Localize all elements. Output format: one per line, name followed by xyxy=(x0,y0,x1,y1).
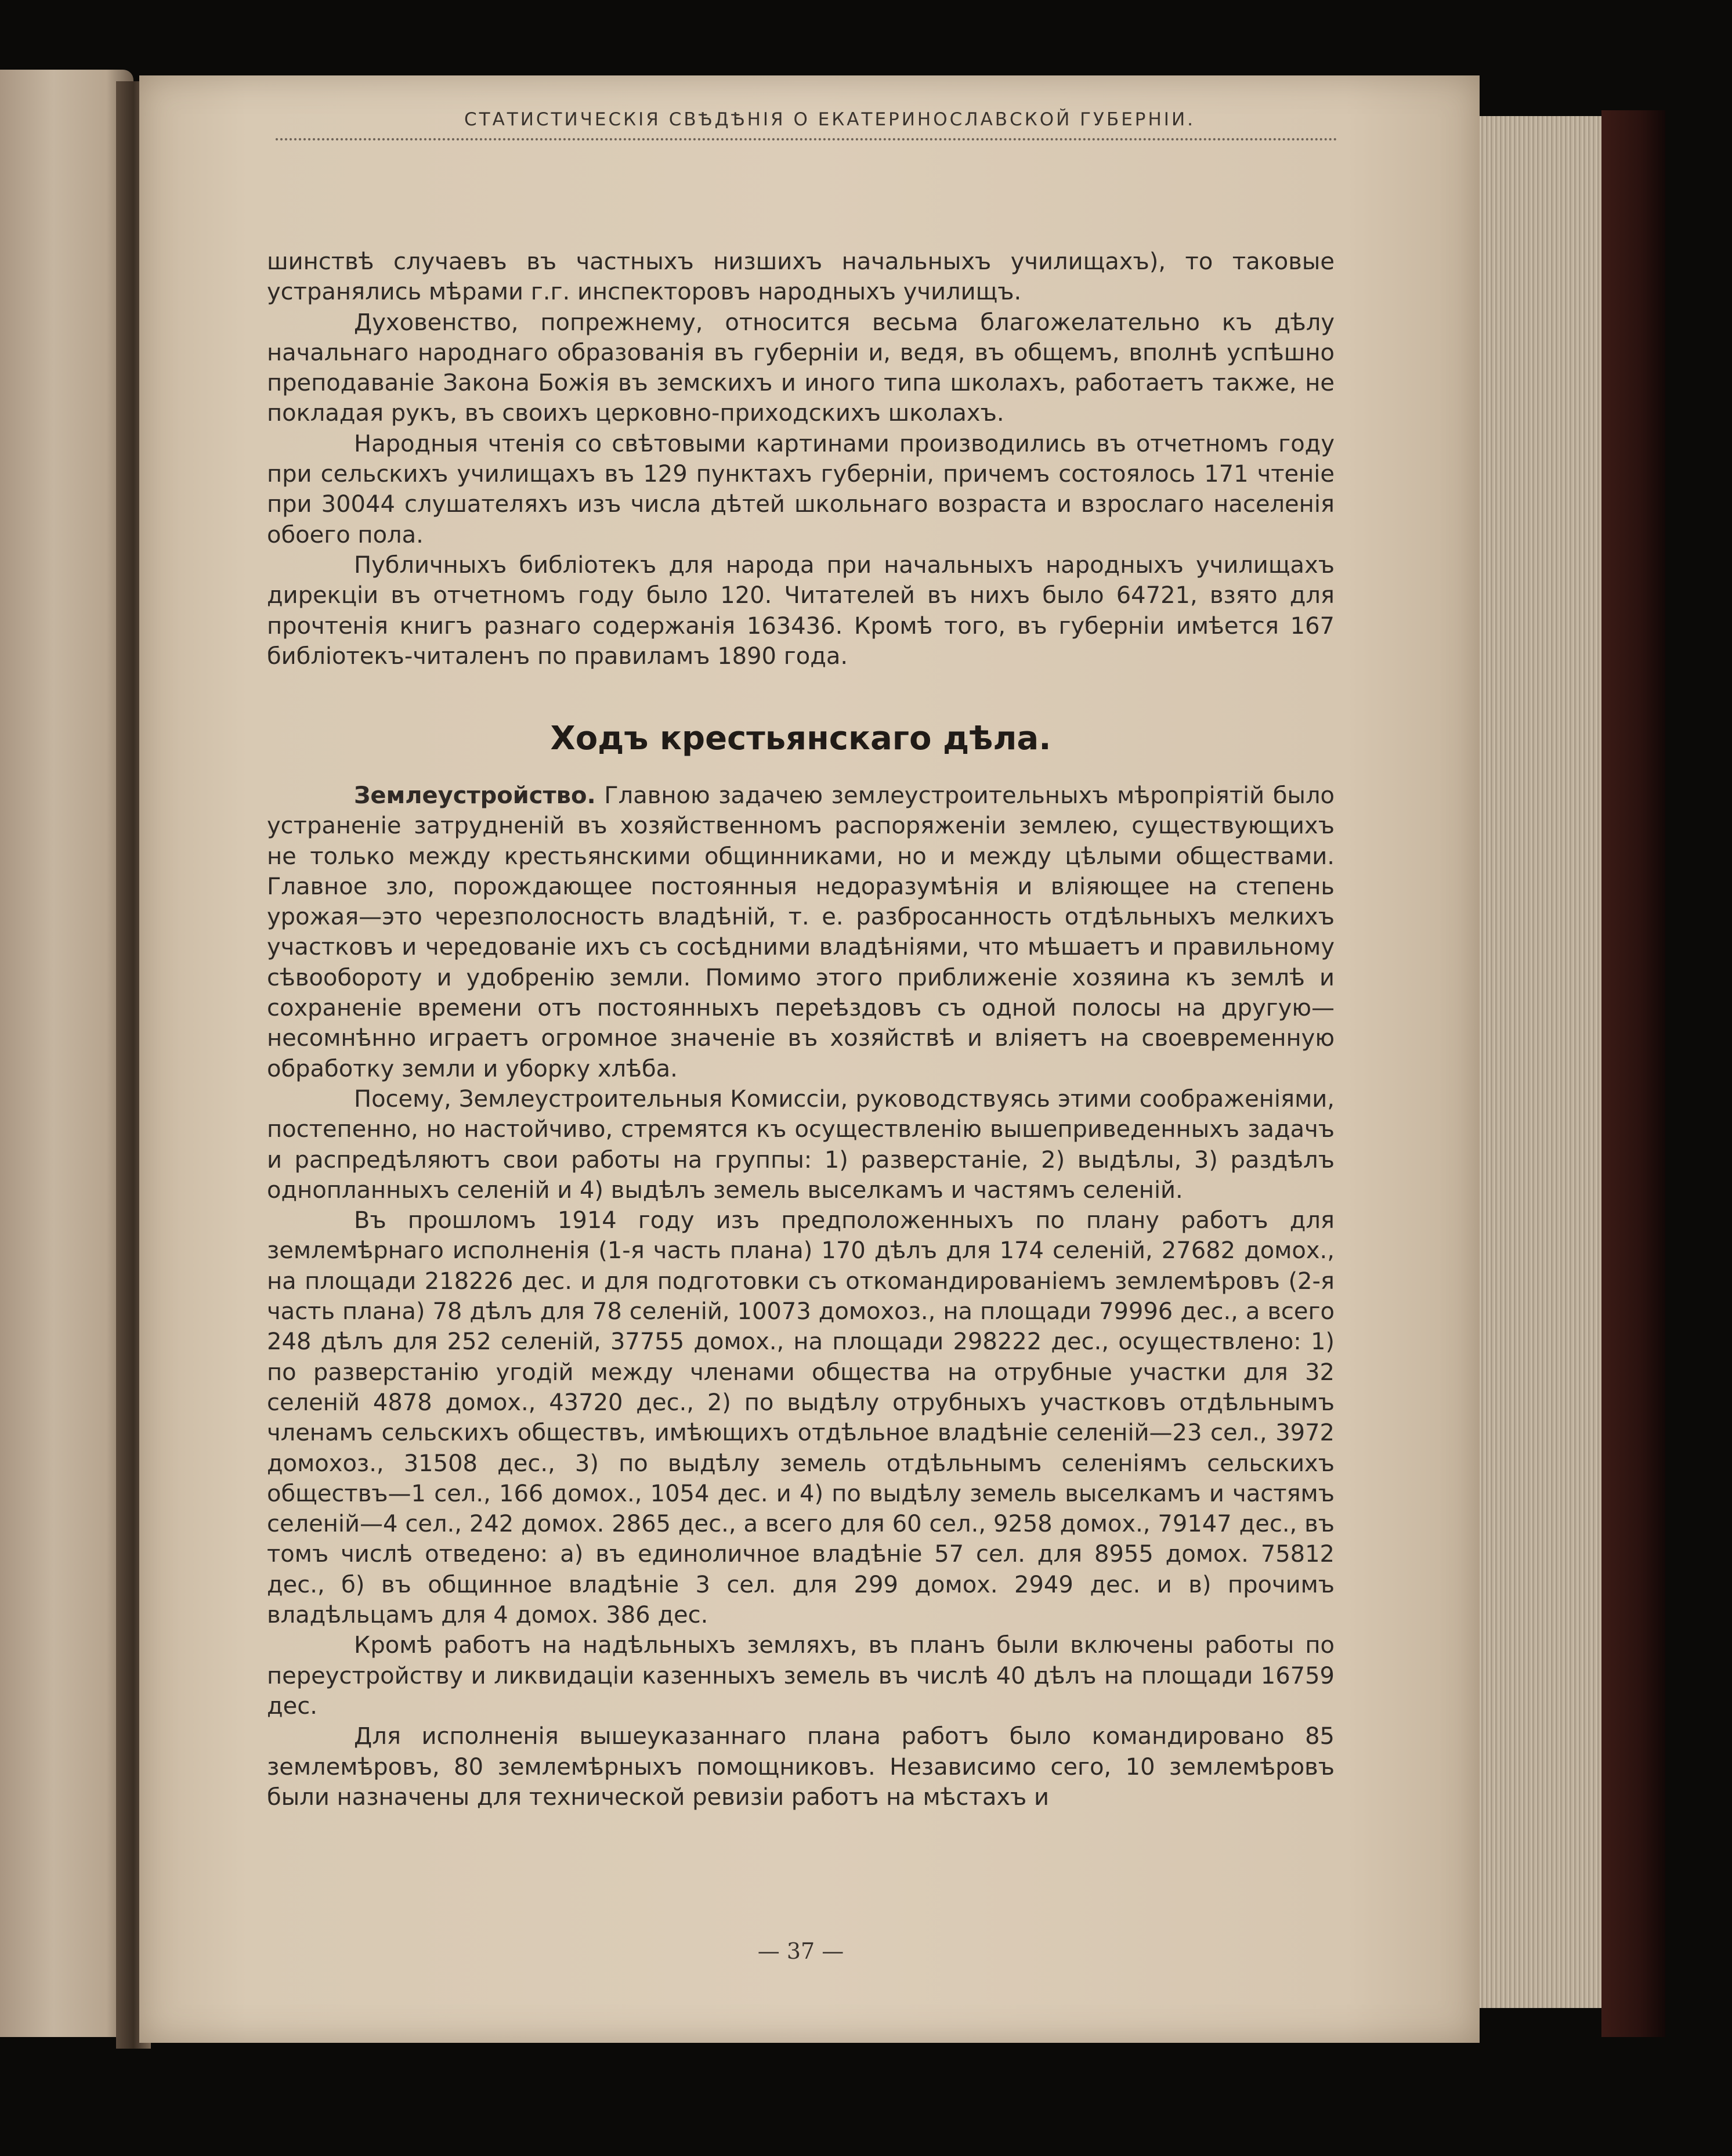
book-cover xyxy=(1601,110,1665,2037)
paragraph: шинствѣ случаевъ въ частныхъ низшихъ начальныхъ училищахъ), то таковые устранялись мѣрами г.г. инспекторовъ народныхъ училищъ. xyxy=(267,248,1335,306)
body-text-top xyxy=(267,247,1335,671)
previous-page-edge xyxy=(0,70,133,2037)
header-rule xyxy=(276,138,1337,140)
paragraph xyxy=(267,781,1335,1084)
paragraph: Въ прошломъ 1914 году изъ предположенныхъ по плану работъ для землемѣрнаго исполненія (1-я часть плана) 170 дѣлъ для 174 селеній, 27682 домох., на площади 218226 дес. и для подготовки съ откомандированіемъ землемѣровъ (2-я часть плана) 78 дѣлъ для 78 селеній, 10073 домохоз., на площади 79996 дес., а всего 248 дѣлъ для 252 селеній, 37755 домох., на площади 298222 дес., осуществлено: 1) по разверстанію угодій между членами общества на отрубные участки для 32 селеній 4878 домох., 43720 дес., 2) по выдѣлу отрубныхъ участковъ отдѣльнымъ членамъ сельскихъ обществъ, имѣющихъ отдѣльное владѣніе селеній—23 сел., 3972 домохоз., 31508 дес., 3) по выдѣлу земель отдѣльнымъ селеніямъ сельскихъ обществъ—1 сел., 166 домох., 1054 дес. и 4) по выдѣлу земель выселкамъ и частямъ селеній—4 сел., 242 домох. 2865 дес., а всего для 60 сел., 9258 домох., 79147 дес., въ томъ числѣ отведено: а) въ единоличное владѣніе 57 сел. для 8955 домох. 75812 дес., б) въ общинное владѣніе 3 сел. для 299 домох. 2949 дес. и в) прочимъ владѣльцамъ для 4 домох. 386 дес. xyxy=(267,1207,1335,1629)
section-title: Ходъ крестьянскаго дѣла. xyxy=(550,720,1051,757)
body-text-bottom xyxy=(267,781,1335,1812)
run-in-heading: Землеустройство. xyxy=(354,782,596,809)
paragraph: Посему, Землеустроительныя Комиссіи, руководствуясь этими соображеніями, постепенно, но настойчиво, стремятся къ осуществленію вышеприведенныхъ задачъ и распредѣляютъ свои работы на группы: 1) разверстаніе, 2) выдѣлы, 3) раздѣлъ однопланныхъ селеній и 4) выдѣлъ земель выселкамъ и частямъ селеній. xyxy=(267,1085,1335,1204)
paragraph: Духовенство, попрежнему, относится весьма благожелательно къ дѣлу начальнаго народнаго образованія въ губерніи и, ведя, въ общемъ, вполнѣ успѣшно преподаваніе Закона Божія въ земскихъ и иного типа школахъ, работаетъ также, не покладая рукъ, въ своихъ церковно-приходскихъ школахъ. xyxy=(267,309,1335,427)
paragraph: Кромѣ работъ на надѣльныхъ земляхъ, въ планъ были включены работы по переустройству и ликвидаціи казенныхъ земель въ числѣ 40 дѣлъ на площади 16759 дес. xyxy=(267,1632,1335,1720)
paragraph-text: Главною задачею землеустроительныхъ мѣропріятій было устраненіе затрудненій въ хозяйственномъ распоряженіи землею, существующихъ не только между крестьянскими общинниками, но и между цѣлыми обществами. Главное зло, порождающее постоянныя недоразумѣнія и вліяющее на степень урожая—это черезполосность владѣній, т. е. разбросанность отдѣльныхъ мелкихъ участковъ и чередованіе ихъ съ сосѣдними владѣніями, что мѣшаетъ и правильному сѣвообороту и удобренію земли. Помимо этого приближеніе хозяина къ землѣ и сохраненіе времени отъ постоянныхъ переѣздовъ съ одной полосы на другую—несомнѣнно играетъ огромное значеніе въ хозяйствѣ и вліяетъ на своевременную обработку земли и уборку хлѣба. xyxy=(267,782,1335,1082)
running-header: СТАТИСТИЧЕСКІЯ СВѢДѢНІЯ О ЕКАТЕРИНОСЛАВСКОЙ ГУБЕРНІИ. xyxy=(464,109,1195,130)
paragraph: Публичныхъ библіотекъ для народа при начальныхъ народныхъ училищахъ дирекціи въ отчетномъ году было 120. Читателей въ нихъ было 64721, взято для прочтенія книгъ разнаго содержанія 163436. Кромѣ того, въ губерніи имѣется 167 библіотекъ-читаленъ по правиламъ 1890 года. xyxy=(267,551,1335,670)
paragraph: Для исполненія вышеуказаннаго плана работъ было командировано 85 землемѣровъ, 80 землемѣрныхъ помощниковъ. Независимо сего, 10 землемѣровъ были назначены для технической ревизіи работъ на мѣстахъ и xyxy=(267,1723,1335,1811)
page-number: — 37 — xyxy=(757,1938,844,1964)
paragraph: Народныя чтенія со свѣтовыми картинами производились въ отчетномъ году при сельскихъ училищахъ въ 129 пунктахъ губерніи, причемъ состоялось 171 чтеніе при 30044 слушателяхъ изъ числа дѣтей школьнаго возраста и взрослаго населенія обоего пола. xyxy=(267,430,1335,548)
